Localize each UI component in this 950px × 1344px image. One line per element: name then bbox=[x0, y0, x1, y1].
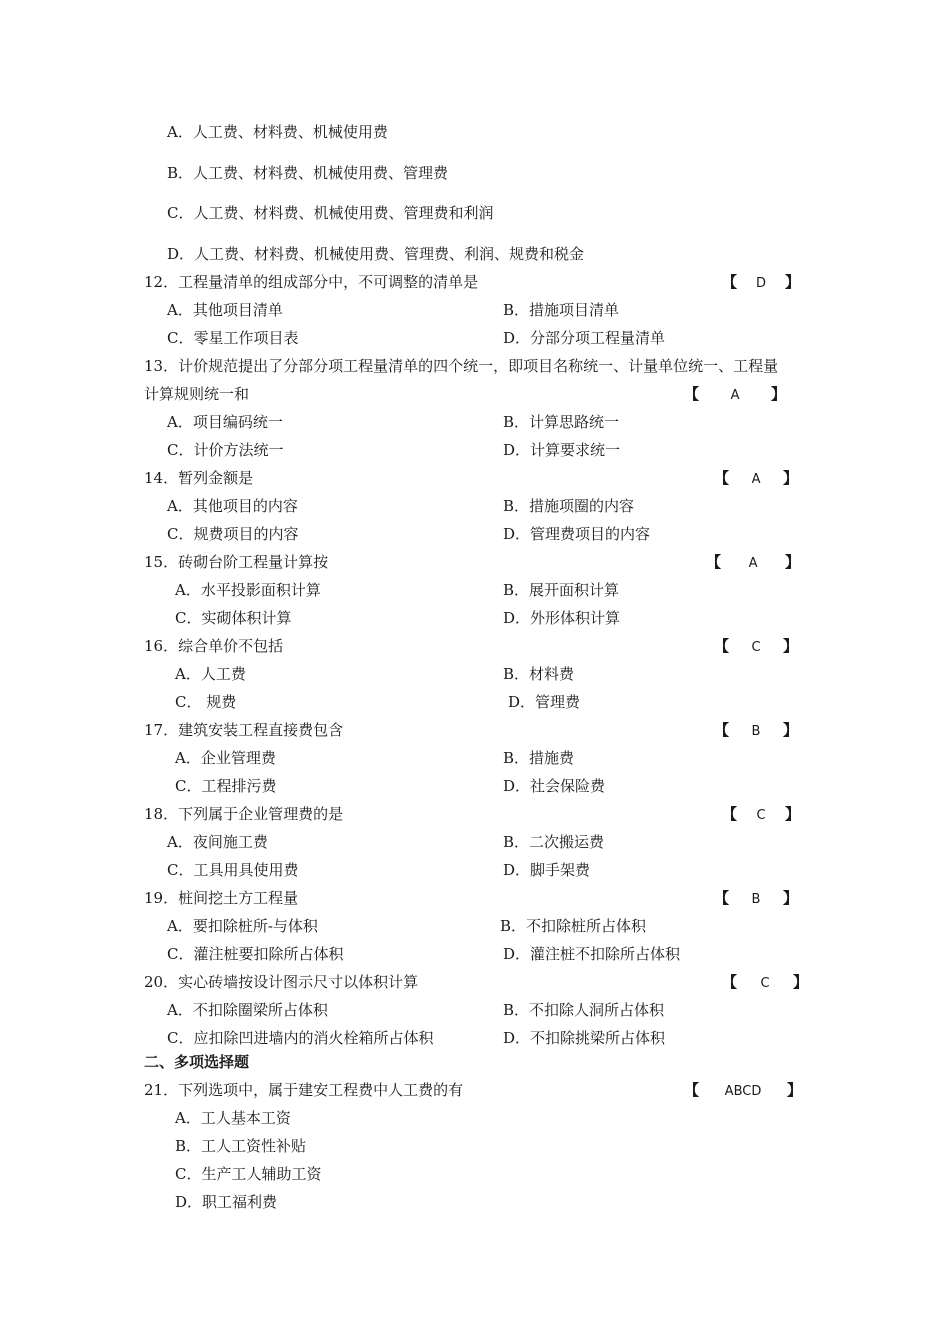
answer-bracket-14 bbox=[714, 468, 798, 488]
question-17: 17．建筑安装工程直接费包含 bbox=[144, 721, 344, 739]
q18-option-b: B．二次搬运费 bbox=[503, 833, 605, 851]
q17-option-d: D．社会保险费 bbox=[503, 777, 606, 795]
q12-option-c: C．零星工作项目表 bbox=[167, 329, 299, 347]
answer-bracket-15 bbox=[706, 552, 800, 572]
bracket-close: 】 bbox=[771, 385, 787, 403]
q21-option-b: B．工人工资性补贴 bbox=[175, 1137, 307, 1155]
q18-option-d: D．脚手架费 bbox=[503, 861, 591, 879]
q13-option-b: B．计算思路统一 bbox=[503, 413, 620, 431]
q21-option-a: A．工人基本工资 bbox=[175, 1109, 291, 1127]
q12-option-d: D．分部分项工程量清单 bbox=[503, 329, 666, 347]
q16-option-a: A．人工费 bbox=[175, 665, 246, 683]
question-12: 12．工程量清单的组成部分中，不可调整的清单是 bbox=[144, 273, 479, 291]
question-20: 20．实心砖墙按设计图示尺寸以体积计算 bbox=[144, 973, 419, 991]
bracket-open: 【 bbox=[714, 469, 730, 487]
bracket-open: 【 bbox=[706, 553, 722, 571]
q15-option-d: D．外形体积计算 bbox=[503, 609, 621, 627]
bracket-close: 】 bbox=[785, 553, 801, 571]
q12-option-a: A．其他项目清单 bbox=[167, 301, 283, 319]
question-13-line-1: 13．计价规范提出了分部分项工程量清单的四个统一，即项目名称统一、计量单位统一、工程量 bbox=[144, 357, 779, 375]
q14-option-a: A．其他项目的内容 bbox=[167, 497, 298, 515]
q15-option-a: A．水平投影面积计算 bbox=[175, 581, 321, 599]
bracket-open: 【 bbox=[722, 973, 738, 991]
q18-option-a: A．夜间施工费 bbox=[167, 833, 268, 851]
answer-20: C bbox=[760, 976, 770, 991]
answer-16: C bbox=[751, 640, 761, 655]
q19-option-a: A．要扣除桩所-与体积 bbox=[167, 917, 318, 935]
answer-bracket-12 bbox=[722, 272, 800, 292]
question-19: 19．桩间挖土方工程量 bbox=[144, 889, 299, 907]
answer-bracket-16 bbox=[714, 636, 798, 656]
bracket-close: 】 bbox=[783, 721, 799, 739]
q15-option-c: C．实砌体积计算 bbox=[175, 609, 292, 627]
q14-option-b: B．措施项圈的内容 bbox=[503, 497, 635, 515]
q11-option-d: D．人工费、材料费、机械使用费、管理费、利润、规费和税金 bbox=[167, 245, 585, 263]
bracket-close: 】 bbox=[785, 273, 801, 291]
q13-option-c: C．计价方法统一 bbox=[167, 441, 284, 459]
answer-14: A bbox=[751, 472, 761, 487]
q17-option-a: A．企业管理费 bbox=[175, 749, 276, 767]
bracket-close: 】 bbox=[783, 889, 799, 907]
q20-option-d: D．不扣除挑梁所占体积 bbox=[503, 1029, 666, 1047]
q14-option-d: D．管理费项目的内容 bbox=[503, 525, 651, 543]
q11-option-b: B．人工费、材料费、机械使用费、管理费 bbox=[167, 164, 449, 182]
q18-option-c: C．工具用具使用费 bbox=[167, 861, 299, 879]
answer-13: A bbox=[730, 388, 740, 403]
q17-option-b: B．措施费 bbox=[503, 749, 575, 767]
q21-option-d: D．职工福利费 bbox=[175, 1193, 278, 1211]
answer-bracket-21 bbox=[684, 1080, 802, 1100]
answer-19: B bbox=[751, 892, 761, 907]
answer-15: A bbox=[748, 556, 758, 571]
bracket-open: 【 bbox=[714, 889, 730, 907]
q19-option-c: C．灌注桩要扣除所占体积 bbox=[167, 945, 344, 963]
bracket-open: 【 bbox=[714, 637, 730, 655]
answer-bracket-20 bbox=[722, 972, 808, 992]
bracket-open: 【 bbox=[722, 805, 738, 823]
bracket-close: 】 bbox=[787, 1081, 803, 1099]
q20-option-a: A．不扣除圈梁所占体积 bbox=[167, 1001, 328, 1019]
bracket-close: 】 bbox=[783, 469, 799, 487]
answer-bracket-13 bbox=[684, 384, 786, 404]
section-heading-multiple-choice: 二、多项选择题 bbox=[144, 1053, 250, 1071]
q21-option-c: C．生产工人辅助工资 bbox=[175, 1165, 322, 1183]
answer-bracket-18 bbox=[722, 804, 800, 824]
q13-option-d: D．计算要求统一 bbox=[503, 441, 621, 459]
q14-option-c: C．规费项目的内容 bbox=[167, 525, 299, 543]
answer-21: ABCD bbox=[724, 1084, 762, 1099]
bracket-open: 【 bbox=[722, 273, 738, 291]
answer-17: B bbox=[751, 724, 761, 739]
q20-option-b: B．不扣除人洞所占体积 bbox=[503, 1001, 665, 1019]
answer-12: D bbox=[756, 276, 767, 291]
q16-option-b: B．材料费 bbox=[503, 665, 575, 683]
q16-option-c: C． 规费 bbox=[175, 693, 237, 711]
bracket-close: 】 bbox=[783, 637, 799, 655]
bracket-open: 【 bbox=[684, 1081, 700, 1099]
q17-option-c: C．工程排污费 bbox=[175, 777, 277, 795]
question-14: 14．暂列金额是 bbox=[144, 469, 254, 487]
bracket-close: 】 bbox=[785, 805, 801, 823]
q15-option-b: B．展开面积计算 bbox=[503, 581, 620, 599]
bracket-open: 【 bbox=[714, 721, 730, 739]
answer-bracket-19 bbox=[714, 888, 798, 908]
question-18: 18．下列属于企业管理费的是 bbox=[144, 805, 344, 823]
q12-option-b: B．措施项目清单 bbox=[503, 301, 620, 319]
q19-option-b: B．不扣除桩所占体积 bbox=[500, 917, 647, 935]
question-15: 15．砖砌台阶工程量计算按 bbox=[144, 553, 329, 571]
bracket-close: 】 bbox=[793, 973, 809, 991]
bracket-open: 【 bbox=[684, 385, 700, 403]
answer-18: C bbox=[756, 808, 766, 823]
answer-bracket-17 bbox=[714, 720, 798, 740]
q19-option-d: D．灌注桩不扣除所占体积 bbox=[503, 945, 681, 963]
q16-option-d: D．管理费 bbox=[508, 693, 581, 711]
q11-option-c: C．人工费、材料费、机械使用费、管理费和利润 bbox=[167, 204, 494, 222]
q13-option-a: A．项目编码统一 bbox=[167, 413, 283, 431]
q11-option-a: A．人工费、材料费、机械使用费 bbox=[167, 123, 388, 141]
question-16: 16．综合单价不包括 bbox=[144, 637, 284, 655]
question-21: 21．下列选项中，属于建安工程费中人工费的有 bbox=[144, 1081, 464, 1099]
question-13-line-2: 计算规则统一和 bbox=[144, 385, 250, 403]
q20-option-c: C．应扣除凹进墙内的消火栓箱所占体积 bbox=[167, 1029, 434, 1047]
